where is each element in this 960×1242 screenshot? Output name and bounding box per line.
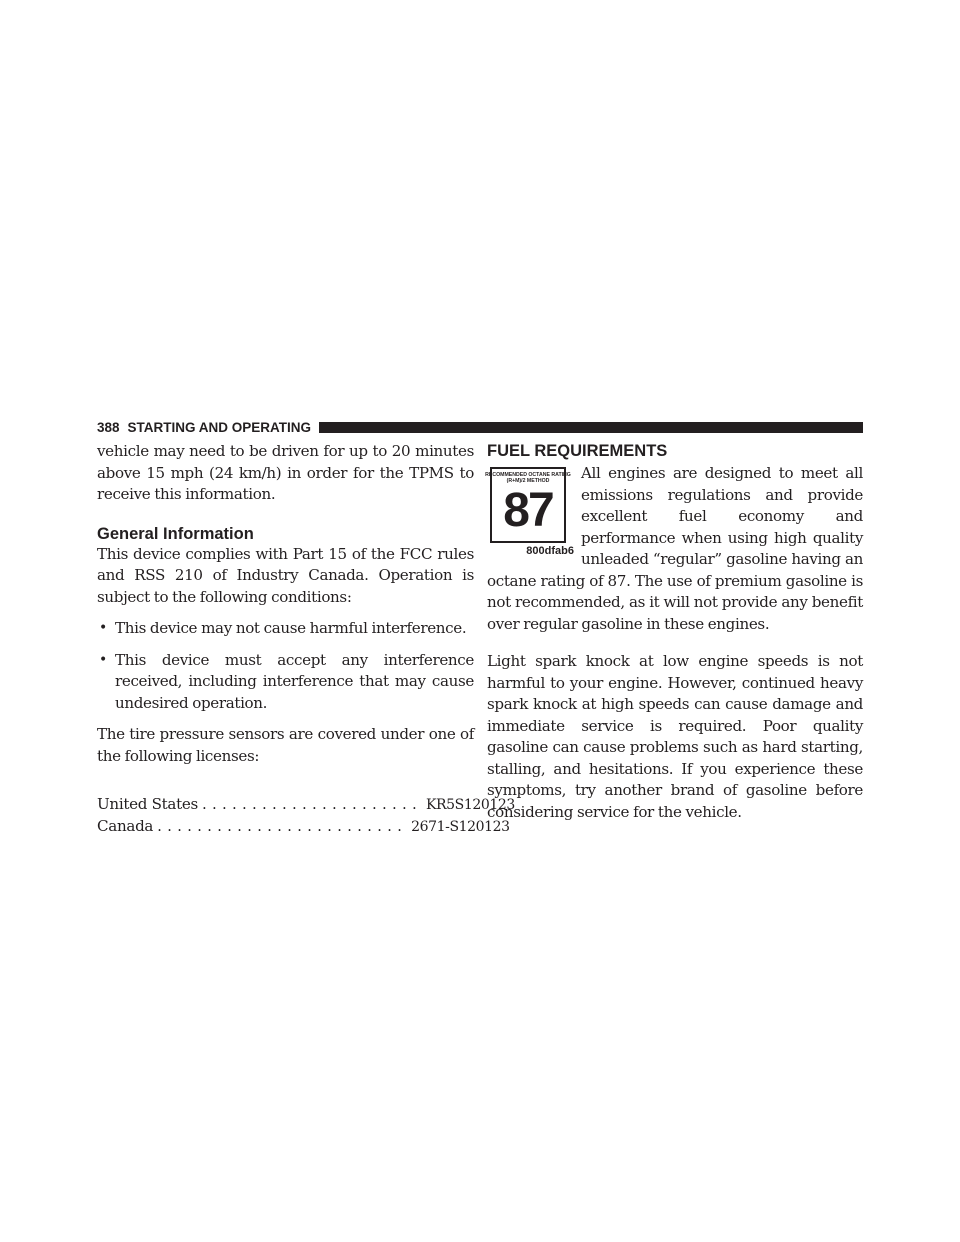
fuel-requirements-heading: FUEL REQUIREMENTS bbox=[487, 442, 668, 460]
bullet-icon: • bbox=[99, 651, 107, 668]
license-row-united-states bbox=[97, 794, 515, 816]
bullet-icon: • bbox=[99, 620, 107, 636]
page-number: 388 bbox=[97, 419, 120, 435]
octane-label bbox=[485, 467, 571, 543]
list-item bbox=[97, 618, 474, 640]
octane-caption-line: (R+M)/2 METHOD bbox=[506, 478, 550, 484]
dot-leader: ...................... bbox=[201, 795, 422, 813]
fuel-paragraph: All engines are designed to meet all emissions regulations and provide excellent fuel economy and performance when using high quality unleaded “regular” gasoline having an octane rating of 87. The use of premium gasoline is not recommended, as it will not provide any benefit over regular gasoline in these engines. bbox=[487, 464, 863, 633]
compliance-paragraph: This device complies with Part 15 of the FCC rules and RSS 210 of Industry Canada. Operation is subject to the following conditions: bbox=[97, 544, 474, 606]
figure-id: 800dfab6 bbox=[526, 545, 574, 557]
list-item-text: This device may not cause harmful interference. bbox=[115, 619, 467, 637]
section-title: STARTING AND OPERATING bbox=[127, 419, 312, 435]
left-column bbox=[97, 441, 515, 838]
list-item bbox=[97, 650, 474, 715]
octane-caption-line: RECOMMENDED OCTANE RATING bbox=[485, 472, 571, 478]
octane-number: 87 bbox=[503, 484, 553, 537]
license-country: Canada bbox=[97, 817, 154, 835]
dot-leader: ......................... bbox=[157, 817, 408, 835]
licenses-table bbox=[97, 794, 515, 838]
right-column bbox=[487, 441, 863, 823]
license-country: United States bbox=[97, 795, 198, 813]
running-header bbox=[97, 417, 863, 437]
spark-knock-paragraph: Light spark knock at low engine speeds is not harmful to your engine. However, continued heavy spark knock at high speeds can cause damage and immediate service is required. Poor quality gasoline can cause problems such as hard starting, stalling, and hesitations. If you experience these symptoms, try another brand of gasoline before considering service for the vehicle. bbox=[487, 652, 863, 821]
licenses-paragraph: The tire pressure sensors are covered under one of the following licenses: bbox=[97, 725, 474, 765]
conditions-list bbox=[97, 618, 474, 714]
license-row-canada bbox=[97, 816, 510, 838]
intro-paragraph: vehicle may need to be driven for up to 20 minutes above 15 mph (24 km/h) in order for the TPMS to receive this information. bbox=[97, 442, 474, 503]
license-code: KR5S120123 bbox=[425, 797, 515, 813]
list-item-text: This device must accept any interference received, including interference that may cause undesired operation. bbox=[115, 650, 474, 712]
general-information-heading: General Information bbox=[97, 524, 254, 543]
license-code: 2671-S120123 bbox=[411, 819, 510, 835]
octane-caption bbox=[485, 472, 571, 484]
octane-rating-figure bbox=[487, 467, 575, 557]
header-rule-bar bbox=[319, 422, 863, 433]
